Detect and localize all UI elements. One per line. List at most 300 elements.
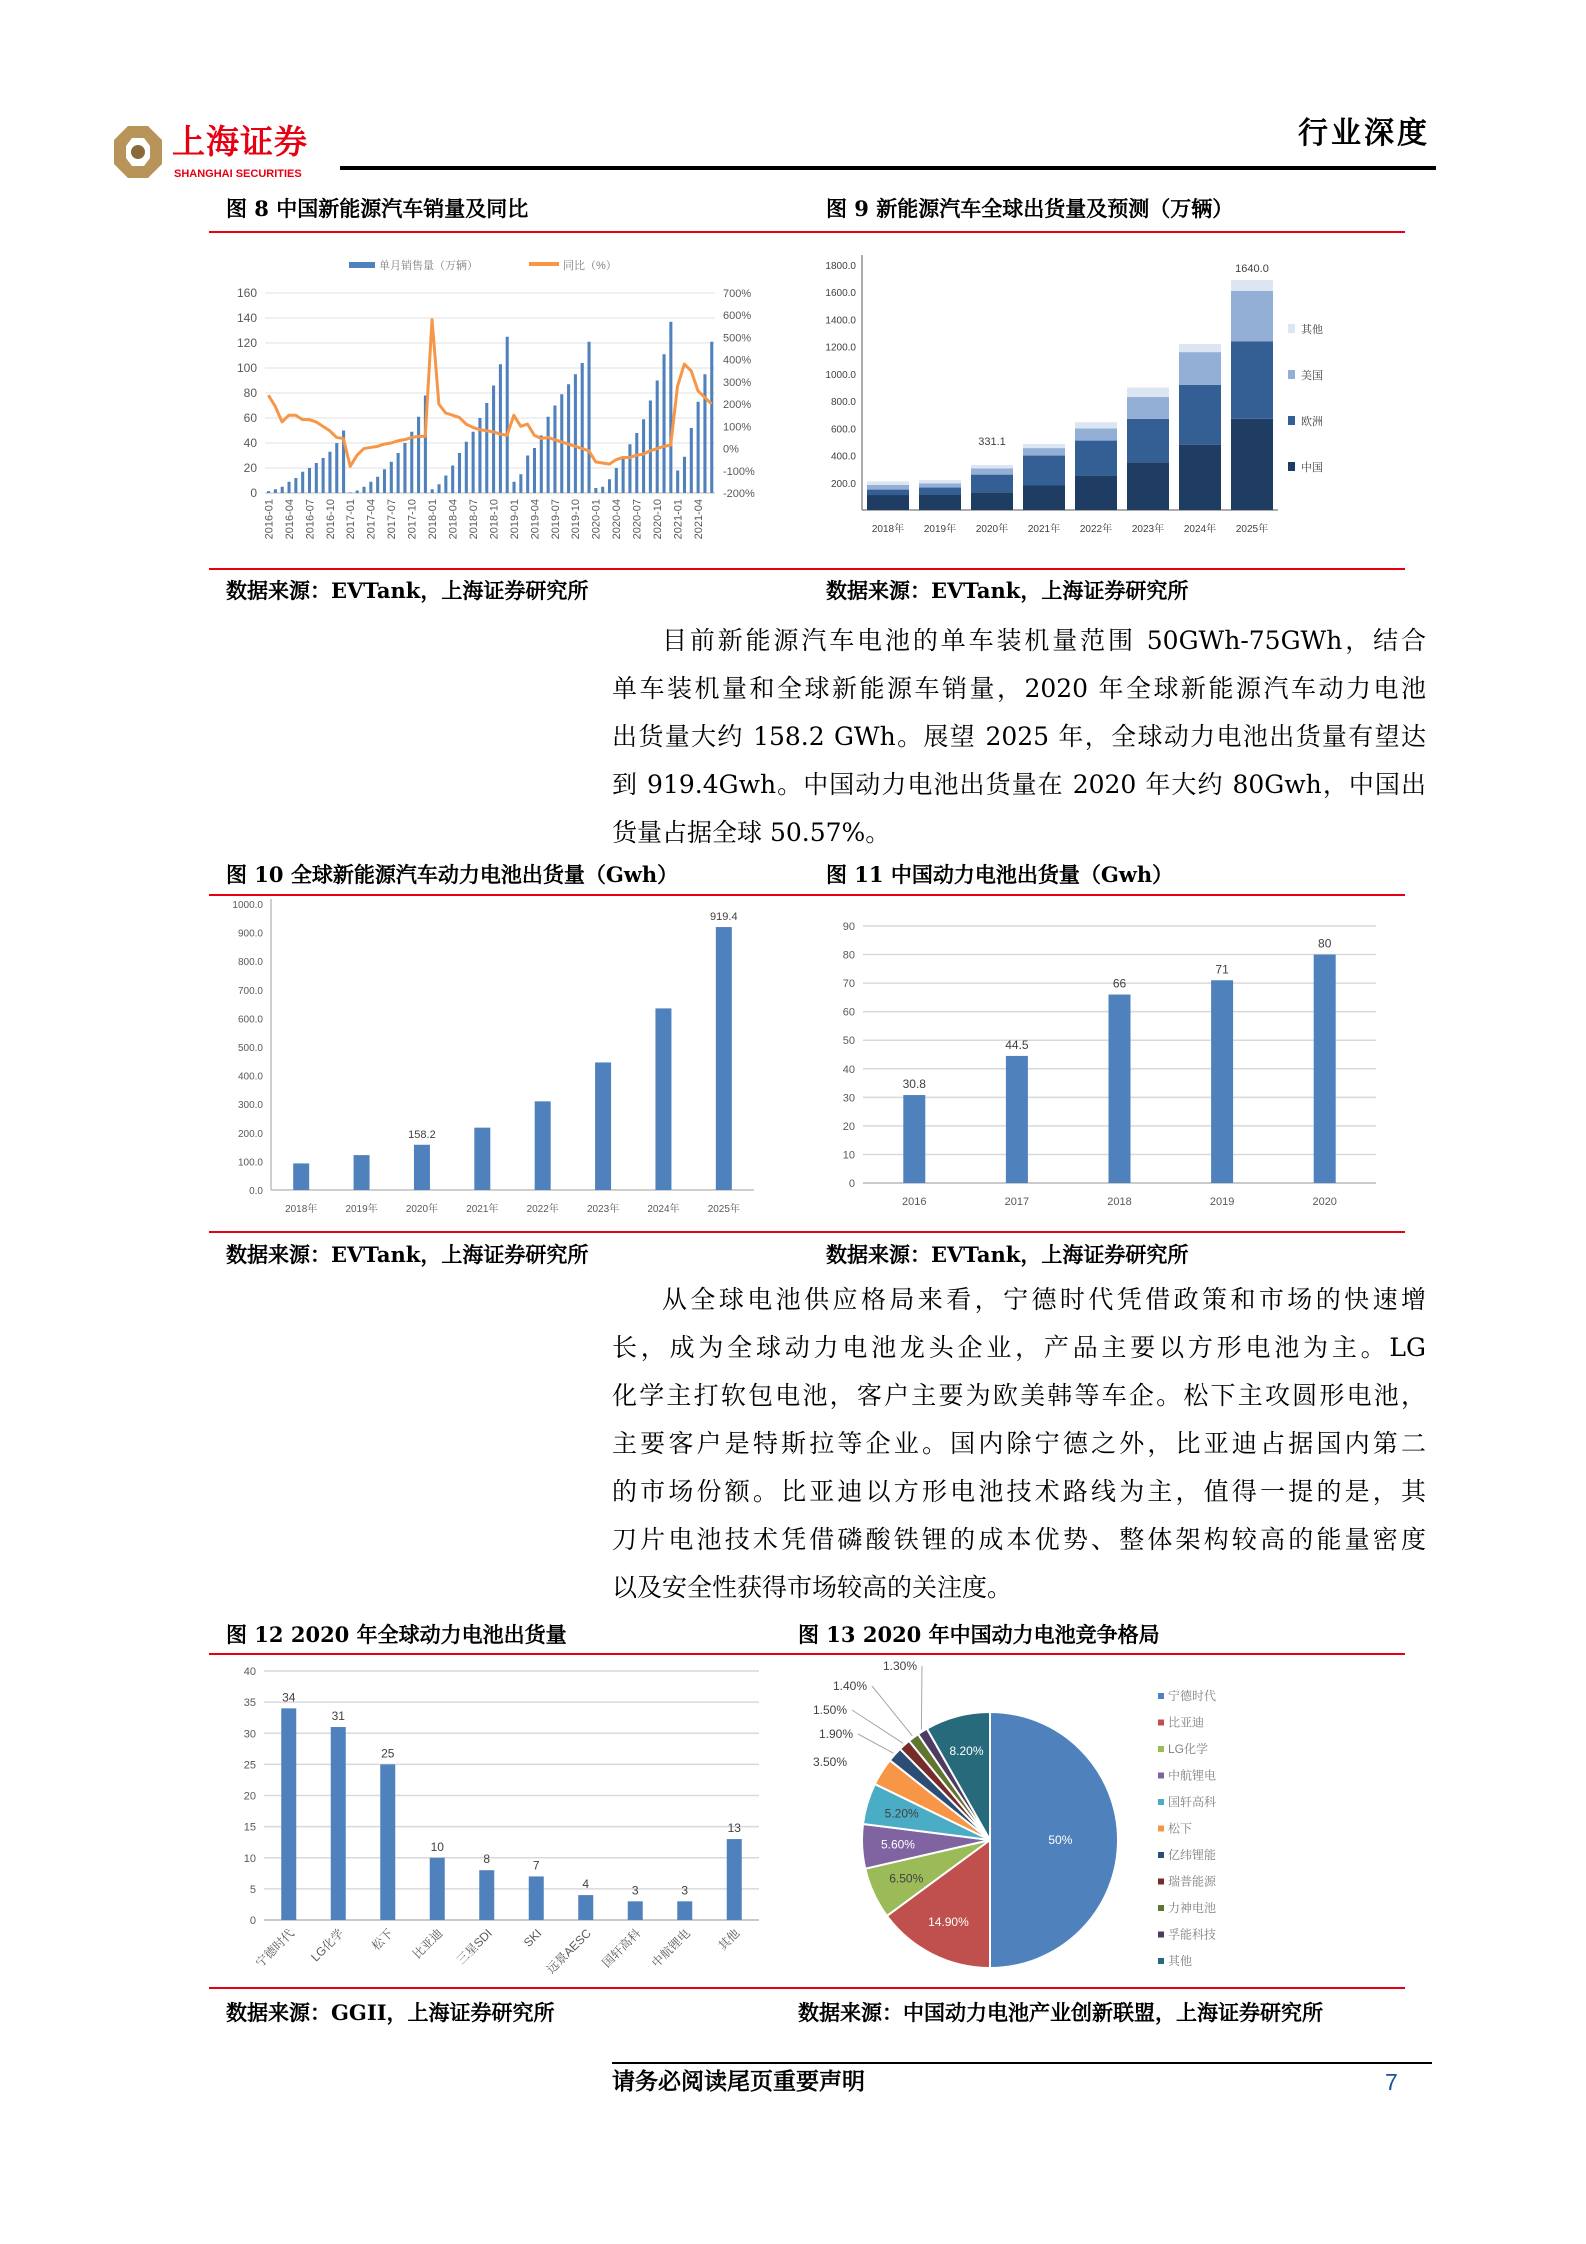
- bar: [513, 482, 516, 493]
- bar: [655, 1008, 671, 1190]
- legend-label: 同比（%）: [563, 260, 617, 272]
- x-tick-label: 2019-10: [570, 499, 583, 540]
- bar: [622, 457, 625, 493]
- bar: [288, 482, 291, 493]
- data-label: 158.2: [408, 1128, 436, 1141]
- x-tick-label: 2016-04: [283, 499, 296, 540]
- y-tick-label: 10: [243, 1852, 256, 1865]
- y2-tick-label: -100%: [723, 465, 755, 478]
- legend-label: 美国: [1301, 370, 1323, 382]
- bar-segment-欧洲: [1075, 441, 1117, 476]
- x-tick-label: 2018: [1107, 1196, 1132, 1208]
- bar: [574, 374, 577, 493]
- page-number: 7: [1385, 2069, 1398, 2095]
- bar: [628, 444, 631, 493]
- x-tick-label: 2016-10: [324, 499, 337, 540]
- bar: [414, 1145, 430, 1190]
- bar-segment-其他: [1231, 280, 1273, 291]
- slice-label: 1.90%: [818, 1727, 854, 1741]
- y-tick-label: 900.0: [237, 928, 263, 940]
- bar: [540, 436, 543, 494]
- bar: [1109, 995, 1131, 1183]
- bar: [281, 1708, 296, 1920]
- bar-segment-其他: [1023, 444, 1065, 448]
- bar: [363, 487, 366, 493]
- y-tick-label: 80: [842, 949, 855, 962]
- y2-tick-label: 0%: [723, 443, 739, 456]
- figure-10-source: 数据来源：EVTank，上海证券研究所: [226, 1242, 589, 1267]
- bar: [578, 1895, 593, 1920]
- figure-12-source: 数据来源：GGII，上海证券研究所: [226, 2000, 555, 2025]
- y-tick-label: 20: [243, 461, 257, 475]
- y-tick-label: 1200.0: [825, 342, 856, 354]
- paragraph-line: 出货量大约 158.2 GWh。展望 2025 年，全球动力电池出货量有望达: [612, 722, 1426, 751]
- legend-swatch: [1288, 416, 1295, 425]
- y-tick-label: 200.0: [237, 1128, 263, 1140]
- bar: [308, 468, 311, 493]
- y-tick-label: 160: [236, 286, 257, 300]
- y-tick-label: 1400.0: [825, 315, 856, 327]
- slice-label: 8.20%: [949, 1743, 984, 1758]
- bar: [601, 487, 604, 493]
- y-tick-label: 40: [243, 436, 257, 450]
- y-tick-label: 0: [249, 1915, 256, 1927]
- footer-notice: 请务必阅读尾页重要声明: [612, 2068, 865, 2095]
- bar: [553, 406, 556, 494]
- divider: [209, 1653, 1405, 1655]
- y-tick-label: 120: [236, 336, 257, 350]
- bar: [690, 428, 693, 493]
- bar-segment-中国: [1231, 419, 1273, 510]
- paragraph-line: 以及安全性获得市场较高的关注度。: [612, 1573, 1013, 1602]
- bar: [383, 469, 386, 493]
- bar: [526, 456, 529, 494]
- y2-tick-label: 200%: [723, 399, 752, 412]
- slice-label: 14.90%: [928, 1915, 969, 1930]
- y-tick-label: 80: [243, 386, 257, 400]
- legend-swatch: [529, 262, 559, 266]
- bar-segment-美国: [1023, 448, 1065, 455]
- paragraph-line: 长，成为全球动力电池龙头企业，产品主要以方形电池为主。LG: [612, 1333, 1426, 1362]
- legend-label: 松下: [1168, 1821, 1193, 1836]
- legend-label: 国轩高科: [1168, 1795, 1217, 1809]
- y-tick-label: 90: [842, 921, 855, 933]
- y-tick-label: 400.0: [237, 1071, 263, 1083]
- legend-swatch: [1158, 1932, 1164, 1938]
- bar: [485, 403, 488, 493]
- y-tick-label: 400.0: [830, 451, 856, 463]
- slice-label: 6.50%: [889, 1871, 924, 1886]
- bar: [369, 482, 372, 493]
- x-tick-label: 2020-07: [631, 499, 644, 540]
- data-label: 30.8: [902, 1077, 926, 1092]
- bar-segment-其他: [1179, 344, 1221, 352]
- y-tick-label: 20: [842, 1120, 855, 1133]
- bar-segment-美国: [1127, 397, 1169, 419]
- figure-10-chart: [209, 898, 799, 1228]
- x-tick-label: 2024年: [1183, 524, 1217, 535]
- bar: [474, 1128, 490, 1190]
- paragraph-1: [612, 617, 1426, 857]
- bar: [506, 337, 509, 493]
- bar: [588, 342, 591, 493]
- logo-emblem-icon: [112, 124, 164, 180]
- divider: [209, 1987, 1405, 1989]
- y-tick-label: 1800.0: [825, 261, 856, 272]
- legend-label: 单月销售量（万辆）: [379, 260, 478, 272]
- divider: [209, 231, 1405, 233]
- x-tick-label: 2022年: [1079, 524, 1113, 535]
- bar-segment-中国: [919, 494, 961, 510]
- bar: [677, 1901, 692, 1920]
- leader-line: [921, 1666, 922, 1730]
- x-tick-label: 2016-07: [304, 499, 317, 540]
- y-tick-label: 40: [842, 1063, 855, 1076]
- figure-12-chart: [209, 1656, 789, 1984]
- bar-segment-美国: [919, 483, 961, 487]
- data-label: 31: [331, 1709, 345, 1724]
- x-tick-label: 2025年: [1235, 524, 1269, 535]
- y-tick-label: 15: [243, 1821, 256, 1834]
- bar: [472, 432, 475, 493]
- x-tick-label: 三星SDI: [453, 1926, 495, 1968]
- y-tick-label: 600.0: [237, 1014, 263, 1026]
- data-label: 3: [681, 1883, 689, 1898]
- data-label: 25: [381, 1746, 395, 1761]
- leader-line: [872, 1686, 912, 1736]
- x-tick-label: 2018-10: [488, 499, 501, 540]
- x-tick-label: 2021-01: [672, 499, 685, 540]
- bar-segment-欧洲: [1023, 456, 1065, 486]
- bar-segment-中国: [1023, 486, 1065, 511]
- x-tick-label: 松下: [368, 1926, 396, 1954]
- bar: [322, 458, 325, 493]
- figure-8-source: 数据来源：EVTank，上海证券研究所: [226, 578, 589, 603]
- legend-label: 比亚迪: [1168, 1715, 1205, 1730]
- paragraph-line: 目前新能源汽车电池的单车装机量范围 50GWh-75GWh，结合: [662, 626, 1426, 655]
- figure-11-source: 数据来源：EVTank，上海证券研究所: [826, 1242, 1189, 1267]
- data-label: 8: [483, 1852, 491, 1867]
- bar: [397, 453, 400, 493]
- slice-label: 1.50%: [812, 1703, 848, 1717]
- y-tick-label: 0: [250, 486, 257, 500]
- bar: [676, 471, 679, 494]
- bar: [349, 492, 352, 493]
- y-tick-label: 10: [842, 1149, 855, 1162]
- legend-swatch: [1158, 1905, 1164, 1911]
- leader-line: [858, 1734, 893, 1753]
- bar: [529, 1876, 544, 1920]
- bar-segment-其他: [1127, 388, 1169, 398]
- legend-swatch: [1158, 1852, 1164, 1858]
- bar: [356, 491, 359, 494]
- y-tick-label: 60: [243, 411, 257, 425]
- x-tick-label: 2017-04: [365, 499, 378, 540]
- paragraph-line: 主要客户是特斯拉等企业。国内除宁德之外，比亚迪占据国内第二: [612, 1429, 1426, 1458]
- bar: [458, 453, 461, 493]
- legend-swatch: [1158, 1693, 1164, 1699]
- legend-label: 力神电池: [1168, 1901, 1217, 1915]
- legend-swatch: [1158, 1773, 1164, 1779]
- y-tick-label: 0.0: [249, 1186, 263, 1197]
- x-tick-label: 2020-01: [590, 499, 603, 540]
- y2-tick-label: 600%: [723, 310, 752, 323]
- bar-segment-欧洲: [1179, 385, 1221, 445]
- bar: [608, 479, 611, 493]
- bar: [533, 448, 536, 493]
- bar: [663, 354, 666, 493]
- x-tick-label: 比亚迪: [410, 1926, 446, 1962]
- x-tick-label: 2019年: [345, 1204, 378, 1215]
- bar: [444, 476, 447, 494]
- data-label: 13: [727, 1821, 741, 1836]
- x-tick-label: 2019: [1209, 1196, 1235, 1208]
- bar: [315, 463, 318, 493]
- bar: [1314, 955, 1336, 1183]
- figure-9-source: 数据来源：EVTank，上海证券研究所: [826, 578, 1189, 603]
- divider: [209, 568, 1405, 570]
- x-tick-label: 2017-10: [406, 499, 419, 540]
- y-tick-label: 800.0: [237, 957, 263, 969]
- bar: [410, 432, 413, 493]
- slice-label: 1.40%: [832, 1679, 868, 1693]
- y-tick-label: 100: [236, 361, 257, 375]
- y-tick-label: 1000.0: [825, 369, 856, 381]
- legend-label: 中国: [1301, 462, 1323, 474]
- bar: [903, 1095, 925, 1183]
- y-tick-label: 25: [243, 1759, 256, 1772]
- legend-label: 其他: [1301, 324, 1323, 336]
- x-tick-label: 2020-04: [611, 499, 624, 540]
- x-tick-label: 2025年: [707, 1204, 740, 1215]
- bar: [1211, 980, 1233, 1183]
- y2-tick-label: 300%: [723, 376, 752, 389]
- y-tick-label: 140: [236, 311, 257, 325]
- bar-segment-美国: [867, 485, 909, 490]
- legend-label: 其他: [1168, 1954, 1193, 1968]
- legend-swatch: [1158, 1958, 1164, 1964]
- x-tick-label: 2017: [1004, 1196, 1030, 1208]
- data-label: 331.1: [978, 435, 1006, 448]
- data-label: 34: [282, 1690, 296, 1705]
- figure-13-chart: [800, 1656, 1404, 1984]
- y-tick-label: 100.0: [237, 1157, 263, 1169]
- bar: [293, 1163, 309, 1190]
- bar: [465, 442, 468, 493]
- x-tick-label: 2019-07: [549, 499, 562, 540]
- bar: [281, 487, 284, 493]
- bar: [403, 443, 406, 493]
- bar: [431, 489, 434, 493]
- bar: [703, 374, 706, 493]
- y-tick-label: 700.0: [237, 985, 263, 997]
- legend-label: LG化学: [1168, 1742, 1209, 1756]
- x-tick-label: 远景AESC: [543, 1926, 594, 1977]
- x-tick-label: 中航锂电: [649, 1926, 693, 1971]
- x-tick-label: 2023年: [1131, 524, 1165, 535]
- y-tick-label: 600.0: [830, 424, 856, 436]
- y2-tick-label: 500%: [723, 332, 752, 345]
- slice-label: 1.30%: [882, 1659, 918, 1673]
- bar: [697, 402, 700, 493]
- legend-label: 中航锂电: [1168, 1768, 1217, 1783]
- paragraph-line: 到 919.4Gwh。中国动力电池出货量在 2020 年大约 80Gwh，中国出: [612, 770, 1426, 799]
- figure-12-title: 图 12 2020 年全球动力电池出货量: [226, 1622, 567, 1647]
- x-tick-label: 2018年: [285, 1204, 318, 1215]
- x-tick-label: 2020-10: [652, 499, 665, 540]
- x-tick-label: 2024年: [647, 1204, 680, 1215]
- bar: [727, 1839, 742, 1920]
- legend-label: 瑞普能源: [1168, 1874, 1217, 1889]
- x-tick-label: 2017-01: [345, 499, 358, 540]
- bar: [581, 363, 584, 493]
- legend-swatch: [1288, 370, 1295, 379]
- legend-swatch: [1288, 462, 1295, 471]
- paragraph-2: [612, 1276, 1426, 1612]
- x-tick-label: 宁德时代: [253, 1926, 297, 1971]
- figure-8-title: 图 8 中国新能源汽车销量及同比: [226, 196, 529, 221]
- legend-swatch: [1158, 1746, 1164, 1752]
- x-tick-label: 其他: [715, 1926, 743, 1954]
- y-tick-label: 50: [842, 1035, 855, 1048]
- slice-label: 5.20%: [884, 1806, 919, 1821]
- y-tick-label: 35: [243, 1697, 256, 1710]
- data-label: 919.4: [710, 911, 738, 924]
- figure-10-title: 图 10 全球新能源汽车动力电池出货量（Gwh）: [226, 862, 679, 887]
- bar: [710, 342, 713, 493]
- paragraph-line: 化学主打软包电池，客户主要为欧美韩等车企。松下主攻圆形电池，: [612, 1381, 1426, 1410]
- legend-label: 亿纬锂能: [1168, 1848, 1217, 1862]
- x-tick-label: 2020: [1312, 1196, 1337, 1208]
- bar: [274, 489, 277, 493]
- legend-label: 欧洲: [1301, 416, 1323, 428]
- logo: [112, 122, 332, 186]
- logo-text-en: SHANGHAI SECURITIES: [174, 168, 302, 180]
- bar: [294, 478, 297, 493]
- slice-label: 5.60%: [880, 1837, 915, 1852]
- divider: [209, 894, 1405, 896]
- x-tick-label: 2020年: [405, 1204, 439, 1215]
- bar-segment-欧洲: [919, 488, 961, 495]
- bar: [376, 477, 379, 493]
- bar: [642, 419, 645, 493]
- legend-label: 宁德时代: [1168, 1689, 1217, 1703]
- legend-swatch: [1158, 1799, 1164, 1805]
- y-tick-label: 1600.0: [825, 288, 856, 300]
- bar: [615, 468, 618, 493]
- paragraph-line: 从全球电池供应格局来看，宁德时代凭借政策和市场的快速增: [662, 1285, 1426, 1314]
- bar: [479, 1870, 494, 1920]
- bar-segment-中国: [867, 495, 909, 510]
- bar: [451, 466, 454, 494]
- x-tick-label: 2019-04: [529, 499, 542, 540]
- y2-tick-label: 400%: [723, 354, 752, 367]
- legend-swatch: [1158, 1826, 1164, 1832]
- bar: [656, 381, 659, 494]
- y-tick-label: 300.0: [237, 1100, 263, 1112]
- bar: [335, 443, 338, 493]
- data-label: 7: [532, 1858, 540, 1873]
- x-tick-label: 2018-01: [427, 499, 440, 540]
- y2-tick-label: 100%: [723, 421, 752, 434]
- x-tick-label: 2022年: [526, 1204, 559, 1215]
- paragraph-line: 的市场份额。比亚迪以方形电池技术路线为主，值得一提的是，其: [612, 1477, 1426, 1506]
- x-tick-label: LG化学: [308, 1926, 347, 1965]
- bar-segment-其他: [971, 465, 1013, 469]
- bar-segment-其他: [919, 480, 961, 483]
- bar: [595, 1062, 611, 1190]
- y-tick-label: 60: [842, 1006, 855, 1019]
- figure-13-source: 数据来源：中国动力电池产业创新联盟，上海证券研究所: [798, 2000, 1323, 2025]
- x-tick-label: 2018年: [871, 524, 905, 535]
- x-tick-label: 2020年: [975, 524, 1009, 535]
- bar-segment-美国: [1231, 291, 1273, 341]
- paragraph-line: 货量占据全球 50.57%。: [612, 818, 891, 847]
- bar: [635, 433, 638, 493]
- bar-segment-美国: [1075, 428, 1117, 440]
- bar: [390, 462, 393, 493]
- data-label: 44.5: [1005, 1037, 1029, 1052]
- y-tick-label: 20: [243, 1790, 256, 1803]
- bar: [331, 1727, 346, 1920]
- bar: [499, 364, 502, 493]
- figure-13-title: 图 13 2020 年中国动力电池竞争格局: [798, 1622, 1160, 1647]
- y2-tick-label: 700%: [723, 288, 752, 300]
- bar-segment-欧洲: [1127, 419, 1169, 463]
- x-tick-label: 2016-01: [263, 499, 276, 540]
- figure-11-title: 图 11 中国动力电池出货量（Gwh）: [826, 862, 1174, 887]
- bar-segment-欧洲: [867, 490, 909, 495]
- y-tick-label: 200.0: [830, 478, 856, 490]
- x-tick-label: 国轩高科: [599, 1926, 644, 1971]
- figure-8-chart: [209, 240, 769, 565]
- paragraph-line: 单车装机量和全球新能源车销量，2020 年全球新能源汽车动力电池: [612, 674, 1426, 703]
- bar: [716, 927, 732, 1190]
- bar: [492, 386, 495, 494]
- bar-segment-其他: [1075, 422, 1117, 428]
- y-tick-label: 500.0: [237, 1043, 263, 1054]
- y-tick-label: 0: [848, 1178, 855, 1190]
- legend-label: 孚能科技: [1168, 1927, 1217, 1942]
- bar-segment-欧洲: [971, 475, 1013, 493]
- y-tick-label: 800.0: [830, 397, 856, 409]
- bar-segment-欧洲: [1231, 341, 1273, 419]
- y2-tick-label: -200%: [723, 488, 755, 500]
- y-tick-label: 30: [842, 1092, 855, 1105]
- bar: [535, 1101, 551, 1190]
- y-tick-label: 70: [842, 978, 855, 991]
- data-label: 71: [1215, 962, 1229, 977]
- data-label: 80: [1318, 936, 1332, 951]
- data-label: 66: [1112, 976, 1127, 991]
- figure-9-chart: [818, 240, 1404, 565]
- x-tick-label: 2016: [902, 1196, 927, 1208]
- divider: [209, 1231, 1405, 1233]
- x-tick-label: 2019年: [923, 524, 957, 535]
- bar: [683, 457, 686, 493]
- bar: [438, 484, 441, 493]
- x-tick-label: 2021年: [1027, 524, 1061, 535]
- bar: [328, 452, 331, 493]
- header-rule: [340, 166, 1436, 170]
- y-tick-label: 30: [243, 1728, 256, 1741]
- bar: [430, 1858, 445, 1920]
- bar-segment-美国: [971, 468, 1013, 474]
- legend-swatch: [1158, 1879, 1164, 1885]
- logo-text-cn: 上海证券: [172, 122, 308, 161]
- bar: [1006, 1056, 1028, 1183]
- legend-swatch: [1288, 324, 1295, 333]
